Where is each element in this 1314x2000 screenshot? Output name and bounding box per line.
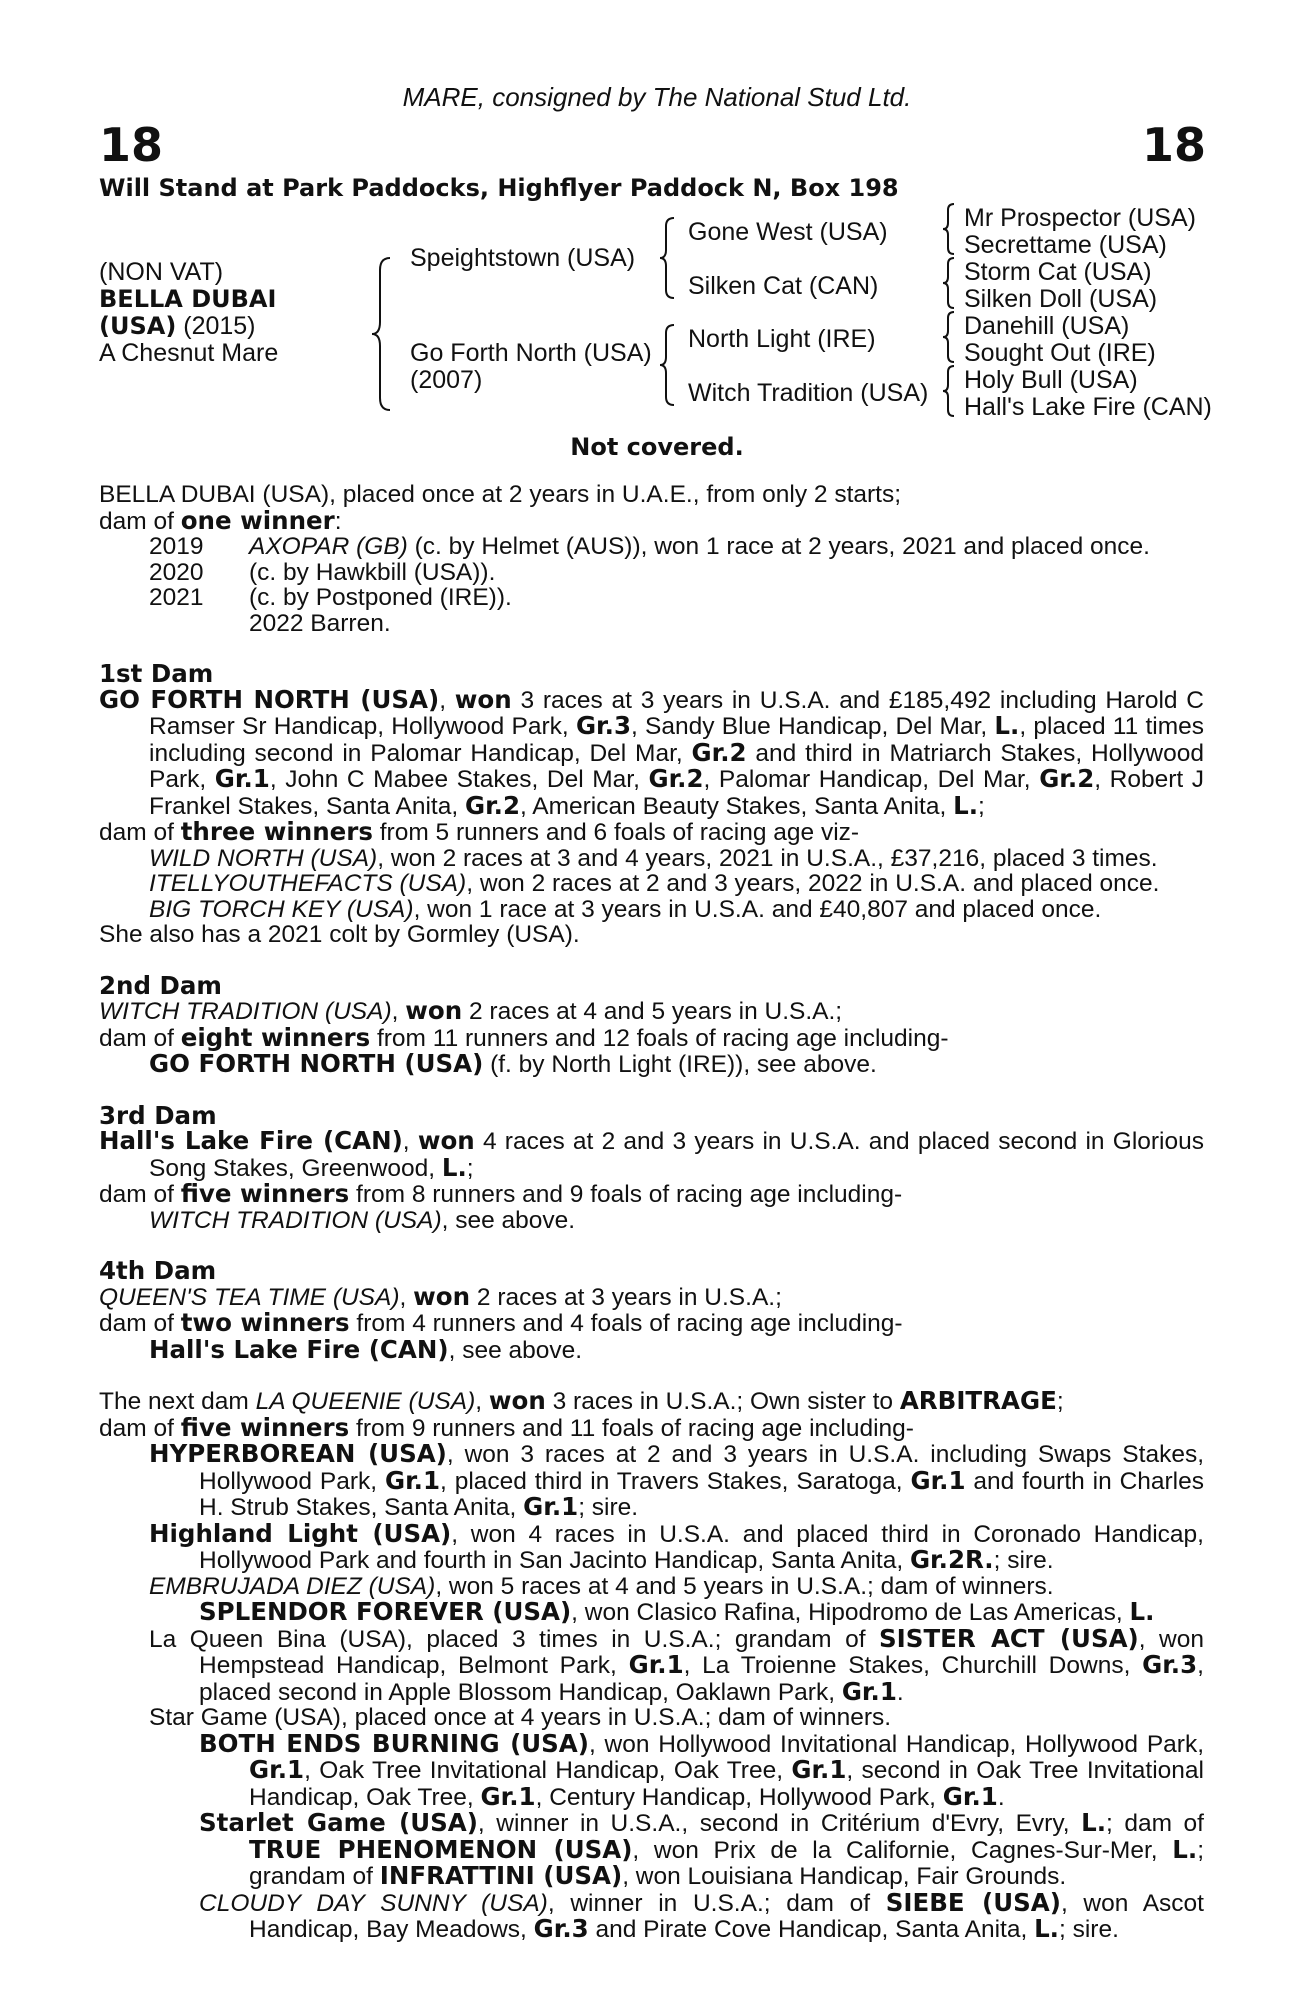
dam-name: Go Forth North (USA) (410, 339, 652, 367)
horse-origin-year (99, 312, 256, 340)
dam2-produce-summary: dam of eight winners from 11 runners and 12 foals of racing age including- (99, 1022, 949, 1052)
pedigree-brace-sire (658, 218, 678, 298)
great-grandsire-4: Holy Bull (USA) (964, 366, 1138, 394)
dam3-heading: 3rd Dam (99, 1100, 217, 1130)
horse-country: (USA) (99, 312, 177, 340)
dam2-record: WITCH TRADITION (USA), won 2 races at 4 and 5 years in U.S.A.; (99, 996, 843, 1025)
dam1-produce-summary: dam of three winners from 5 runners and 6 foals of racing age viz- (99, 817, 860, 846)
dam4-progeny-item: Hall's Lake Fire (CAN), see above. (149, 1334, 583, 1364)
pedigree-brace-g2 (942, 258, 958, 308)
produce-summary: dam of one winner: (99, 505, 342, 535)
pedigree-brace-main (370, 258, 394, 410)
great-grandsire-2: Storm Cat (USA) (964, 258, 1152, 286)
lot-number-right: 18 (1141, 118, 1206, 172)
dam1-record: GO FORTH NORTH (USA), won 3 races at 3 years in U.S.A. and £185,492 including Harold C Ramser Sr Handicap, Hollywood Park, Gr.3, Sandy Blue Handicap, Del Mar, L., placed 11 times including second in Palomar Handicap, Del Mar, Gr.2 and third in Matriarch Stakes, Hollywood Park, Gr.1, John C Mabee Stakes, Del Mar, Gr.2, Palomar Handicap, Del Mar, Gr.2, Robert J Frankel Stakes, Santa Anita, Gr.2, American Beauty Stakes, Santa Anita, L.; (99, 684, 1204, 820)
next-progeny-la-queen-bina: La Queen Bina (USA), placed 3 times in U.S.A.; grandam of SISTER ACT (USA), won Hempstead Handicap, Belmont Park, Gr.1, La Troienne Stakes, Churchill Downs, Gr.3, placed second in Apple Blossom Handicap, Oaklawn Park, Gr.1. (149, 1623, 1205, 1706)
great-granddam-1: Secrettame (USA) (964, 231, 1167, 259)
grandsire-2: North Light (IRE) (688, 325, 876, 353)
sire-name: Speightstown (USA) (410, 244, 636, 272)
covering-status: Not covered. (570, 433, 744, 461)
produce-item: 2021 (c. by Postponed (IRE)). (149, 584, 512, 611)
pedigree-brace-g3 (942, 312, 958, 362)
dam2-progeny-item: GO FORTH NORTH (USA) (f. by North Light (IRE)), see above. (149, 1049, 877, 1078)
next-grandprogeny-both-ends-burning: BOTH ENDS BURNING (USA), won Hollywood Invitational Handicap, Hollywood Park, Gr.1, Oak Tree Invitational Handicap, Oak Tree, Gr.1, second in Oak Tree Invitational Handicap, Oak Tree, Gr.1, Century Handicap, Hollywood Park, Gr.1. (199, 1728, 1204, 1811)
dam3-record: Hall's Lake Fire (CAN), won 4 races at 2 and 3 years in U.S.A. and placed second in Glorious Song Stakes, Greenwood, L.; (99, 1126, 1204, 1182)
stand-location: Will Stand at Park Paddocks, Highflyer Paddock N, Box 198 (99, 174, 899, 202)
next-progeny-star-game: Star Game (USA), placed once at 4 years in U.S.A.; dam of winners. (149, 1704, 892, 1731)
horse-description: A Chesnut Mare (99, 339, 279, 367)
next-progeny-highland-light: Highland Light (USA), won 4 races in U.S.A. and placed third in Coronado Handicap, Hollywood Park and fourth in San Jacinto Handicap, Santa Anita, Gr.2R.; sire. (149, 1518, 1204, 1574)
dam4-record: QUEEN'S TEA TIME (USA), won 2 races at 3 years in U.S.A.; (99, 1281, 782, 1311)
great-granddam-3: Sought Out (IRE) (964, 339, 1156, 367)
lot-number-left: 18 (99, 118, 164, 172)
next-progeny-hyperborean: HYPERBOREAN (USA), won 3 races at 2 and 3 years in U.S.A. including Swaps Stakes, Hollywood Park, Gr.1, placed third in Travers Stakes, Saratoga, Gr.1 and fourth in Charles H. Strub Stakes, Santa Anita, Gr.1; sire. (149, 1439, 1205, 1521)
next-grandprogeny-cloudy-day-sunny: CLOUDY DAY SUNNY (USA), winner in U.S.A.; dam of SIEBE (USA), won Ascot Handicap, Bay Meadows, Gr.3 and Pirate Cove Handicap, Santa Anita, L.; sire. (199, 1887, 1204, 1943)
pedigree-brace-dam (658, 325, 678, 405)
dam1-progeny-item: WILD NORTH (USA), won 2 races at 3 and 4 years, 2021 in U.S.A., £37,216, placed 3 times. (149, 844, 1158, 872)
vat-status: (NON VAT) (99, 258, 224, 286)
great-granddam-4: Hall's Lake Fire (CAN) (964, 393, 1212, 421)
dam3-progeny-item: WITCH TRADITION (USA), see above. (149, 1206, 576, 1234)
dam-year: (2007) (410, 366, 483, 394)
horse-name: BELLA DUBAI (99, 285, 277, 313)
dam1-progeny-item: BIG TORCH KEY (USA), won 1 race at 3 years in U.S.A. and £40,807 and placed once. (149, 895, 1102, 923)
great-grandsire-3: Danehill (USA) (964, 312, 1130, 340)
dam3-produce-summary: dam of five winners from 8 runners and 9 foals of racing age including- (99, 1179, 903, 1208)
pedigree-brace-g1 (942, 204, 958, 254)
produce-item: 2020 (c. by Hawkbill (USA)). (149, 558, 496, 586)
pedigree-brace-g4 (942, 366, 958, 416)
horse-year: (2015) (176, 312, 256, 340)
grandsire-1: Gone West (USA) (688, 218, 888, 246)
dam4-produce-summary: dam of two winners from 4 runners and 4 foals of racing age including- (99, 1308, 903, 1337)
next-grandprogeny-starlet-game: Starlet Game (USA), winner in U.S.A., second in Critérium d'Evry, Evry, L.; dam of TRUE PHENOMENON (USA), won Prix de la Californie, Cagnes-Sur-Mer, L.; grandam of INFRATTINI (USA), won Louisiana Handicap, Fair Grounds. (199, 1808, 1204, 1890)
consignment-line: MARE, consigned by The National Stud Ltd. (402, 82, 912, 112)
catalogue-body (99, 482, 1204, 1943)
great-grandsire-1: Mr Prospector (USA) (964, 204, 1196, 232)
produce-item: 2022 Barren. (249, 609, 391, 637)
produce-item: 2019 AXOPAR (GB) (c. by Helmet (AUS)), won 1 race at 2 years, 2021 and placed once. (149, 533, 1150, 560)
great-granddam-2: Silken Doll (USA) (964, 285, 1158, 313)
next-dam-record: The next dam LA QUEENIE (USA), won 3 races in U.S.A.; Own sister to ARBITRAGE; (99, 1386, 1064, 1415)
dam1-progeny-item: ITELLYOUTHEFACTS (USA), won 2 races at 2 and 3 years, 2022 in U.S.A. and placed once. (149, 870, 1160, 897)
dam2-heading: 2nd Dam (99, 970, 222, 1000)
dam1-heading: 1st Dam (99, 659, 214, 688)
dam4-heading: 4th Dam (99, 1256, 217, 1285)
next-dam-produce-summary: dam of five winners from 9 runners and 11 foals of racing age including- (99, 1412, 914, 1442)
granddam-1: Silken Cat (CAN) (688, 272, 879, 300)
dam1-colt-note: She also has a 2021 colt by Gormley (USA). (99, 921, 580, 948)
horse-record: BELLA DUBAI (USA), placed once at 2 years in U.A.E., from only 2 starts; (99, 481, 902, 508)
next-grandprogeny-splendor-forever: SPLENDOR FOREVER (USA), won Clasico Rafina, Hipodromo de Las Americas, L. (199, 1597, 1155, 1626)
next-progeny-embrujada-diez: EMBRUJADA DIEZ (USA), won 5 races at 4 and 5 years in U.S.A.; dam of winners. (149, 1572, 1054, 1600)
granddam-2: Witch Tradition (USA) (688, 379, 929, 407)
